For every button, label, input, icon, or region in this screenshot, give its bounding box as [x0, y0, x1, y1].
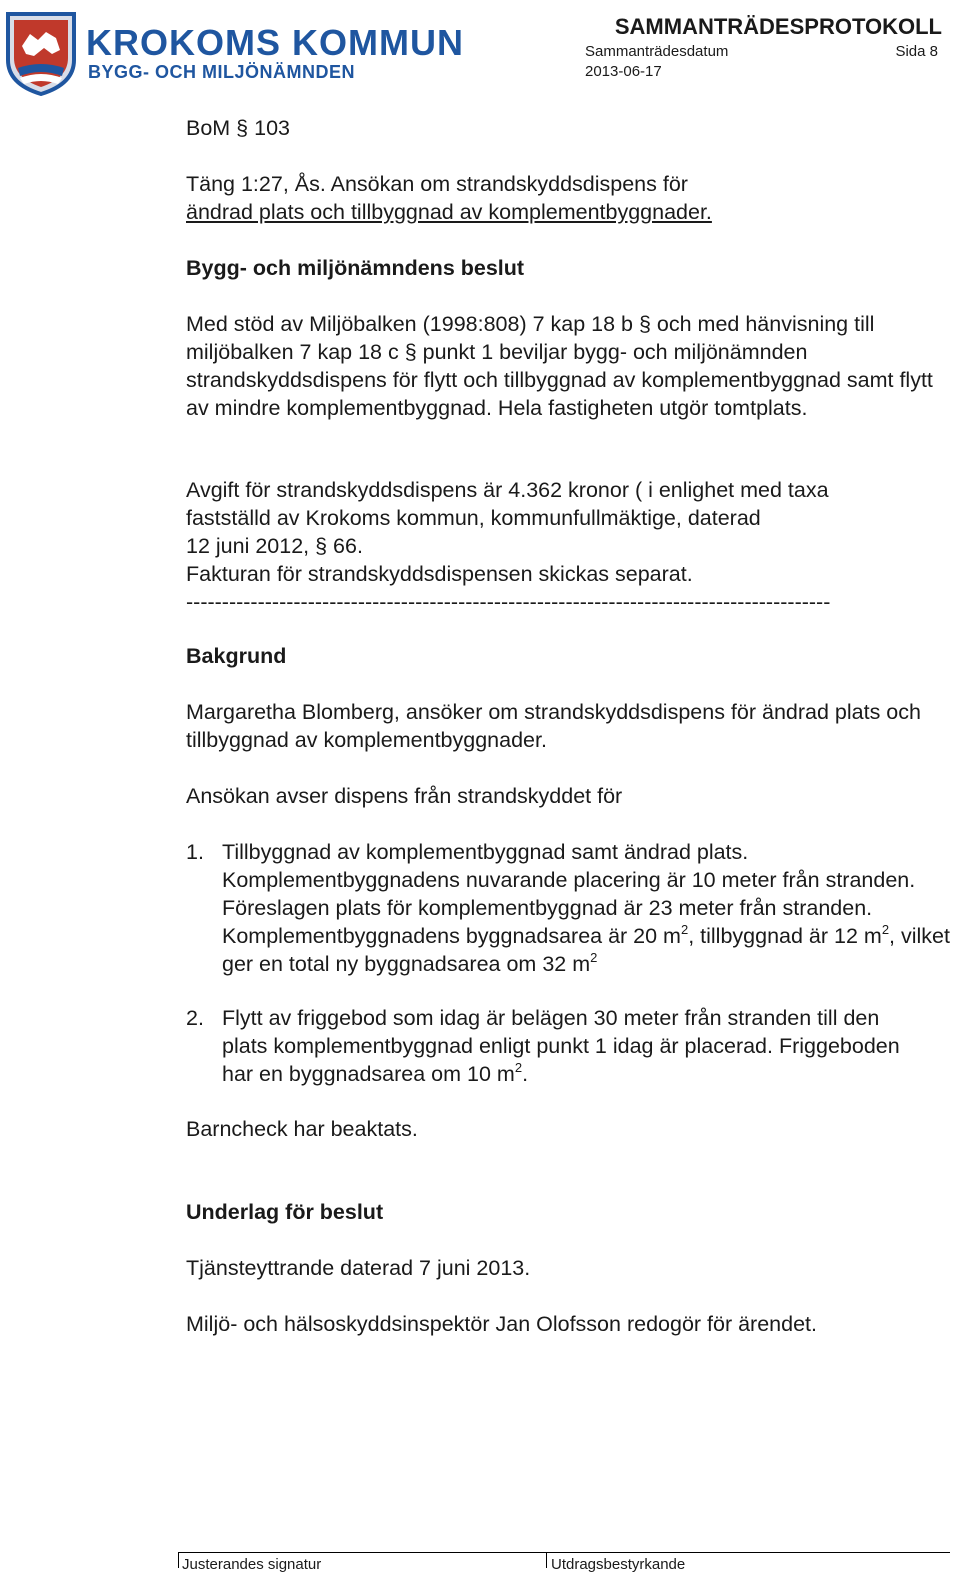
basis-heading: Underlag för beslut [186, 1200, 384, 1224]
meeting-date: 2013-06-17 [585, 63, 662, 80]
meeting-date-label: Sammanträdesdatum [585, 43, 729, 60]
list-item-1 [186, 838, 956, 978]
background-heading: Bakgrund [186, 644, 287, 668]
page-number: Sida 8 [895, 43, 938, 60]
footer-box-border [546, 1552, 547, 1568]
fee-line-4: Fakturan för strandskyddsdispensen skickas separat. [186, 562, 693, 586]
committee-name: BYGG- OCH MILJÖNÄMNDEN [88, 62, 355, 82]
coat-of-arms-icon [4, 10, 78, 96]
case-title-line-2: ändrad plats och tillbyggnad av komplementbyggnader. [186, 200, 712, 224]
municipality-logo [4, 10, 464, 96]
list-item-2 [186, 1004, 956, 1088]
footer-box-border [178, 1552, 179, 1568]
decision-text: Med stöd av Miljöbalken (1998:808) 7 kap 18 b § och med hänvisning till miljöbalken 7 kap 18 c § punkt 1 beviljar bygg- och miljönämnden strandskyddsdispens för flytt och tillbyggnad av komplementbyggnad samt flytt av mindre komplementbyggnad. Hela fastigheten utgör tomtplats. [186, 312, 933, 420]
basis-line-1: Tjänsteyttrande daterad 7 juni 2013. [186, 1256, 531, 1280]
signature-label: Justerandes signatur [182, 1556, 322, 1573]
list-number: 1. [186, 840, 204, 864]
fee-line-1: Avgift för strandskyddsdispens är 4.362 kronor ( i enlighet med taxa [186, 478, 829, 502]
barncheck-note: Barncheck har beaktats. [186, 1117, 418, 1141]
footer-divider [178, 1552, 950, 1553]
case-title-line-1: Täng 1:27, Ås. Ansökan om strandskyddsdispens för [186, 172, 688, 196]
separator-line: ------------------------------------------------------------------------------------------ [186, 590, 831, 614]
case-number: BoM § 103 [186, 116, 290, 140]
list-number: 2. [186, 1006, 204, 1030]
document-type: SAMMANTRÄDESPROTOKOLL [614, 14, 942, 39]
case-title [186, 170, 956, 226]
basis-line-2: Miljö- och hälsoskyddsinspektör Jan Olofsson redogör för ärendet. [186, 1312, 817, 1336]
fee-paragraph [186, 476, 956, 588]
org-name: KROKOMS KOMMUN [86, 22, 464, 63]
application-scope: Ansökan avser dispens från strandskyddet för [186, 784, 623, 808]
fee-line-3: 12 juni 2012, § 66. [186, 534, 363, 558]
list-item-text: Flytt av friggebod som idag är belägen 30 meter från stranden till den plats komplementbyggnad enligt punkt 1 idag är placerad. Friggeboden har en byggnadsarea om 10 $m^2$. [222, 1006, 900, 1086]
fee-line-2: fastställd av Krokoms kommun, kommunfullmäktige, daterad [186, 506, 761, 530]
background-intro: Margaretha Blomberg, ansöker om strandskyddsdispens för ändrad plats och tillbyggnad av komplementbyggnader. [186, 700, 921, 752]
decision-heading: Bygg- och miljönämndens beslut [186, 256, 525, 280]
excerpt-label: Utdragsbestyrkande [551, 1556, 686, 1573]
list-item-text: Tillbyggnad av komplementbyggnad samt ändrad plats. Komplementbyggnadens nuvarande placering är 10 meter från stranden. Föreslagen plats för komplementbyggnad är 23 meter från stranden. Komplementbyggnadens byggnadsarea är 20 $m^2$, tillbyggnad är 12 $m^2$, vilket ger en total ny byggnadsarea om 32 $m^2$ [222, 840, 950, 976]
